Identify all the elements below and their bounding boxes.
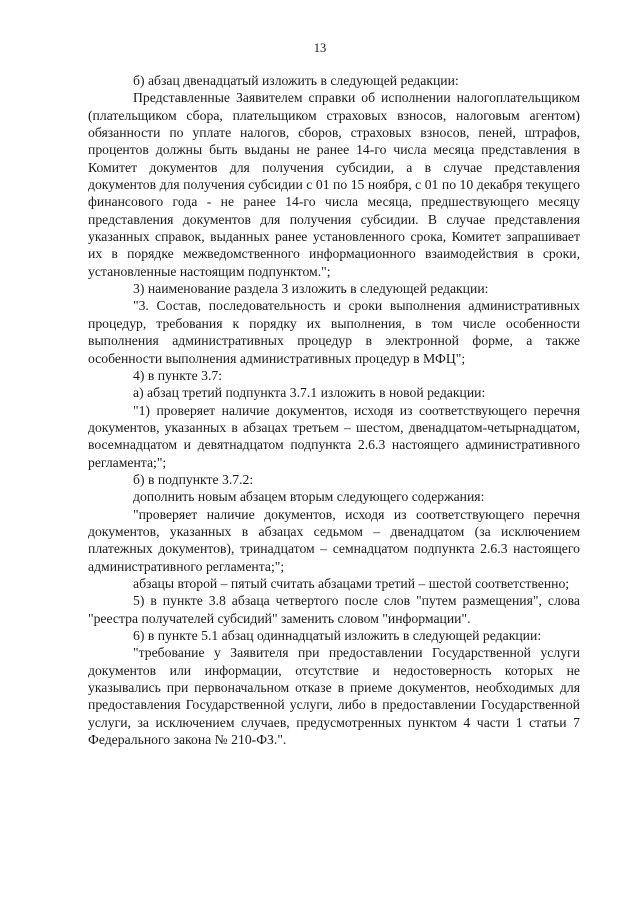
paragraph: б) в подпункте 3.7.2: — [133, 471, 254, 487]
page-number: 13 — [313, 41, 327, 55]
paragraph: а) абзац третий подпункта 3.7.1 изложить в новой редакции: — [133, 385, 486, 401]
paragraph: "проверяет наличие документов, исходя из соответствующего перечня документов, указанных в абзацах седьмом – двенадцатом (за исключением платежных документов), тринадцатом – семнадцатом подпункта 2.6.3 настоящего административного регламента;"; — [88, 506, 580, 574]
paragraph: "1) проверяет наличие документов, исходя из соответствующего перечня документов, указанных в абзацах третьем – шестом, двенадцатом-четырнадцатом, восемнадцатом и девятнадцатом подпункта 2.6.3 настоящего административного регламента;"; — [88, 402, 580, 470]
document-body — [88, 72, 580, 748]
paragraph: б) абзац двенадцатый изложить в следующей редакции: — [133, 73, 459, 88]
paragraph: 6) в пункте 5.1 абзац одиннадцатый изложить в следующей редакции: — [133, 628, 542, 643]
paragraph: абзацы второй – пятый считать абзацами третий – шестой соответственно; — [133, 575, 570, 591]
paragraph: дополнить новым абзацем вторым следующего содержания: — [133, 489, 485, 505]
paragraph: 4) в пункте 3.7: — [133, 367, 223, 383]
paragraph: "требование у Заявителя при предоставлении Государственной услуги документов или информации, отсутствие и недостоверность которых не указывались при первоначальном отказе в приеме документов, необходимых для предоставления Государственной услуги, либо в предоставлении Государственной услуги, за исключением случаев, предусмотренных пунктом 4 части 1 статьи 7 Федерального закона № 210-ФЗ.". — [88, 645, 580, 748]
paragraph: "3. Состав, последовательность и сроки выполнения административных процедур, требования к порядку их выполнения, в том числе особенности выполнения административных процедур в электронной форме, а также особенности выполнения административных процедур в МФЦ"; — [88, 298, 580, 366]
paragraph: Представленные Заявителем справки об исполнении налогоплательщиком (плательщиком сбора, плательщиком страховых взносов, налоговым агентом) обязанности по уплате налогов, сборов, страховых взносов, пеней, штрафов, процентов должны быть выданы не ранее 14-го числа месяца представления в Комитет документов для получения субсидии, а в случае представления документов для получения субсидии с 01 по 15 ноября, с 01 по 10 декабря текущего финансового года - не ранее 14-го числа месяца, предшествующего месяцу представления документов для получения субсидии. В случае представления указанных справок, выданных ранее установленного срока, Комитет запрашивает их в порядке межведомственного информационного взаимодействия в сроки, установленные настоящим подпунктом."; — [88, 90, 580, 279]
paragraph: 3) наименование раздела 3 изложить в следующей редакции: — [133, 281, 489, 297]
paragraph: 5) в пункте 3.8 абзаца четвертого после слов "путем размещения", слова "реестра получателей субсидий" заменить словом "информации". — [88, 593, 580, 626]
